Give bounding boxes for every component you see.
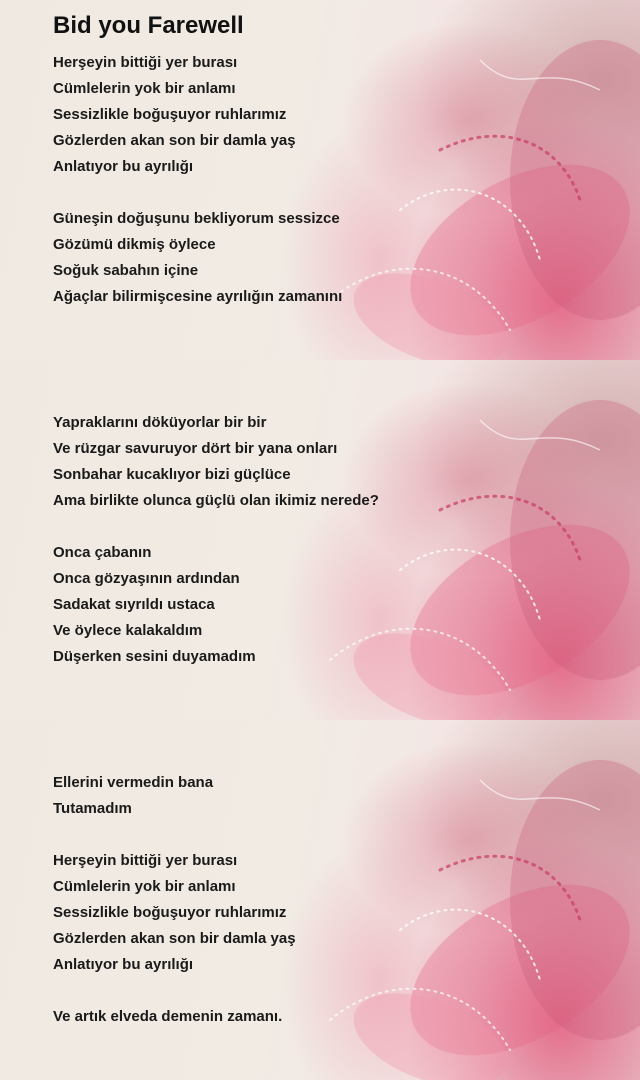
poem-line: Soğuk sabahın içine (53, 262, 199, 279)
poem-line: Gözlerden akan son bir damla yaş (53, 132, 296, 149)
poem-panel-1 (0, 0, 640, 360)
poem-line: Ama birlikte olunca güçlü olan ikimiz nerede? (53, 492, 379, 509)
poem-line: Gözlerden akan son bir damla yaş (53, 930, 296, 947)
poem-line: Sessizlikle boğuşuyor ruhlarımız (53, 106, 287, 123)
poem-line: Onca çabanın (53, 544, 152, 561)
stanza (53, 848, 296, 978)
poem-panel-2 (0, 360, 640, 720)
poem-line: Ve rüzgar savuruyor dört bir yana onları (53, 440, 338, 457)
stanza (53, 50, 296, 180)
poem-line: Gözümü dikmiş öylece (53, 236, 216, 253)
stanza (53, 410, 379, 514)
poem-line: Herşeyin bittiği yer burası (53, 852, 238, 869)
poem-line: Herşeyin bittiği yer burası (53, 54, 238, 71)
poem-line: Anlatıyor bu ayrılığı (53, 956, 194, 973)
poem-line: Sessizlikle boğuşuyor ruhlarımız (53, 904, 287, 921)
poem-line: Tutamadım (53, 800, 132, 817)
stanza (53, 206, 342, 310)
poem-line: Güneşin doğuşunu bekliyorum sessizce (53, 210, 340, 227)
poem-line: Ve öylece kalakaldım (53, 622, 203, 639)
poem-line: Ve artık elveda demenin zamanı. (53, 1008, 283, 1025)
poem-line: Cümlelerin yok bir anlamı (53, 878, 236, 895)
poem-line: Sonbahar kucaklıyor bizi güçlüce (53, 466, 291, 483)
poem-line: Sadakat sıyrıldı ustaca (53, 596, 215, 613)
poem-line: Ellerini vermedin bana (53, 774, 214, 791)
poem-line: Onca gözyaşının ardından (53, 570, 240, 587)
poem-title: Bid you Farewell (53, 12, 244, 39)
poem-line: Düşerken sesini duyamadım (53, 648, 256, 665)
poem-panel-3 (0, 720, 640, 1080)
poem-line: Cümlelerin yok bir anlamı (53, 80, 236, 97)
stanza (53, 1004, 282, 1030)
poem-line: Anlatıyor bu ayrılığı (53, 158, 194, 175)
poem-line: Ağaçlar bilirmişcesine ayrılığın zamanını (53, 288, 343, 305)
stanza (53, 770, 213, 822)
poem-line: Yapraklarını döküyorlar bir bir (53, 414, 267, 431)
stanza (53, 540, 256, 670)
